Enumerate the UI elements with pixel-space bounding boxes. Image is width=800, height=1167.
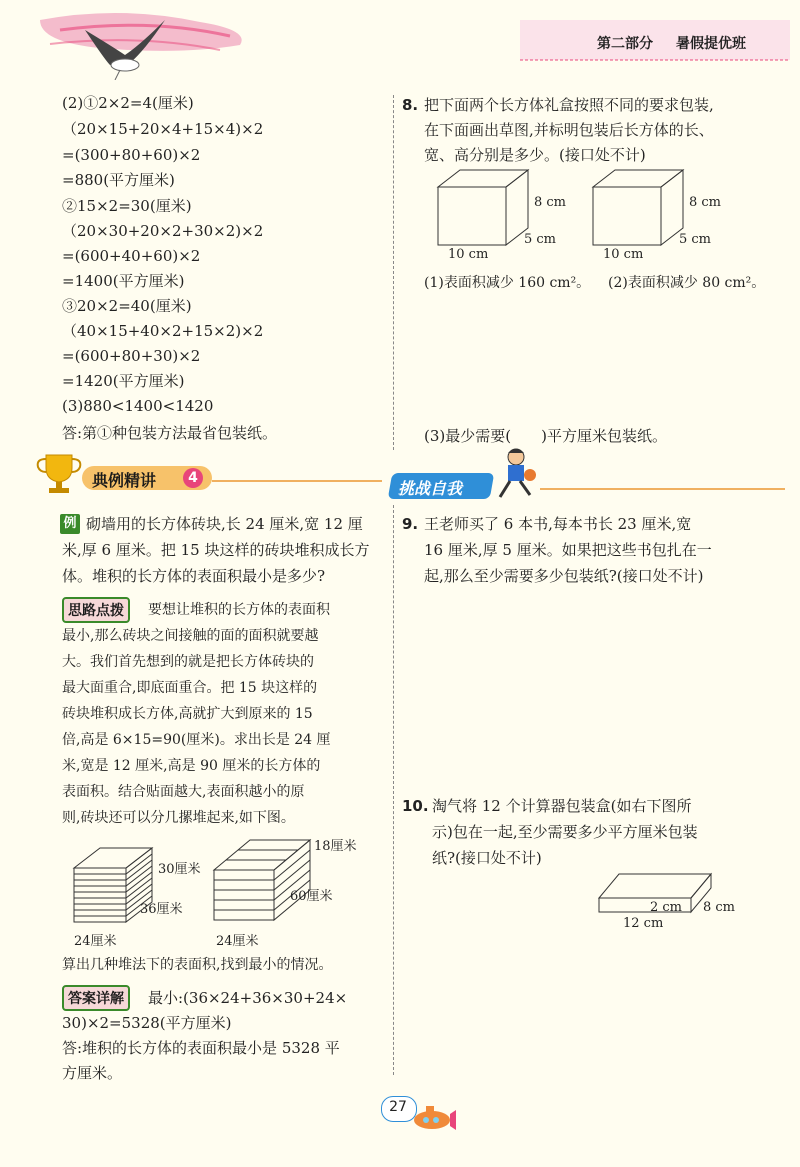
column-divider-lower [393, 505, 394, 1075]
solution-line: =1420(平方厘米) [62, 372, 185, 390]
q9-text: 16 厘米,厚 5 厘米。如果把这些书包扎在一 [424, 541, 712, 559]
hint-line: 米,宽是 12 厘米,高是 90 厘米的长方体的 [62, 758, 321, 774]
after-figure-text: 算出几种堆法下的表面积,找到最小的情况。 [62, 957, 333, 973]
example-question: 米,厚 6 厘米。把 15 块这样的砖块堆积成长方 [62, 541, 370, 559]
example-question: 砌墙用的长方体砖块,长 24 厘米,宽 12 厘 [86, 515, 363, 533]
solution-line: （20×15+20×4+15×4)×2 [62, 120, 264, 138]
q8-box1-width: 5 cm [524, 232, 557, 247]
q8-text: 把下面两个长方体礼盒按照不同的要求包装, [424, 96, 714, 114]
trophy-icon [34, 450, 84, 495]
solution-line: （40×15+40×2+15×2)×2 [62, 322, 264, 340]
q8-text: 宽、高分别是多少。(接口处不计) [424, 146, 646, 164]
column-divider [393, 95, 394, 450]
q10-text: 示)包在一起,至少需要多少平方厘米包装 [432, 823, 698, 841]
crane-icon [80, 15, 170, 80]
fig1-width: 36厘米 [140, 902, 183, 917]
fig2-length: 24厘米 [216, 934, 259, 949]
q10-text: 纸?(接口处不计) [432, 849, 542, 867]
solution-line: (2)①2×2=4(厘米) [62, 94, 194, 112]
banner-line [212, 480, 382, 482]
hint-line: 砖块堆积成长方体,高就扩大到原来的 15 [62, 706, 313, 722]
page-number: 27 [389, 1099, 407, 1115]
q8-part2: (2)表面积减少 80 cm²。 [608, 275, 766, 291]
hint-line: 大。我们首先想到的就是把长方体砖块的 [62, 654, 314, 670]
q10-length: 12 cm [623, 916, 664, 931]
q8-box2-height: 8 cm [689, 195, 722, 210]
fig1-height: 30厘米 [158, 862, 201, 877]
q10-text: 淘气将 12 个计算器包装盒(如右下图所 [432, 797, 692, 815]
q8-text: 在下面画出草图,并标明包装后长方体的长、 [424, 121, 714, 139]
submarine-icon [410, 1102, 458, 1132]
solution-line: =(300+80+60)×2 [62, 146, 201, 164]
hint-line: 最大面重合,即底面重合。把 15 块这样的 [62, 680, 318, 696]
q8-part1: (1)表面积减少 160 cm²。 [424, 275, 591, 291]
q8-box1-length: 10 cm [448, 247, 489, 262]
solution-line: (3)880<1400<1420 [62, 397, 214, 415]
hint-line: 要想让堆积的长方体的表面积 [148, 602, 330, 618]
runner-icon [490, 447, 540, 507]
solution-line: 答:第①种包装方法最省包装纸。 [62, 424, 278, 442]
example-title: 典例精讲 [92, 471, 157, 490]
q8-box2-width: 5 cm [679, 232, 712, 247]
hint-tag: 思路点拨 [62, 597, 130, 623]
q8-number: 8. [402, 96, 419, 114]
solution-line: ③20×2=40(厘米) [62, 297, 192, 315]
hint-line: 最小,那么砖块之间接触的面的面积就要越 [62, 628, 319, 644]
brick-stack-figure-1 [70, 838, 160, 933]
q9-text: 起,那么至少需要多少包装纸?(接口处不计) [424, 567, 704, 585]
answer-line: 答:堆积的长方体的表面积最小是 5328 平 [62, 1039, 340, 1057]
solution-line: =880(平方厘米) [62, 171, 175, 189]
brick-stack-figure-2 [210, 830, 320, 930]
answer-tag: 答案详解 [62, 985, 130, 1011]
header-section: 第二部分 [597, 36, 653, 52]
example-question: 体。堆积的长方体的表面积最小是多少? [62, 567, 326, 585]
example-tag: 例 [60, 514, 80, 534]
solution-line: =(600+80+30)×2 [62, 347, 201, 365]
q10-height: 2 cm [650, 900, 683, 915]
hint-line: 则,砖块还可以分几摞堆起来,如下图。 [62, 810, 295, 826]
solution-line: ②15×2=30(厘米) [62, 197, 192, 215]
fig2-height: 18厘米 [314, 839, 357, 854]
fig1-length: 24厘米 [74, 934, 117, 949]
solution-line: =1400(平方厘米) [62, 272, 185, 290]
q9-text: 王老师买了 6 本书,每本书长 23 厘米,宽 [424, 515, 692, 533]
q9-number: 9. [402, 515, 419, 533]
challenge-line [540, 488, 785, 490]
answer-line: 方厘米。 [62, 1064, 123, 1082]
example-number-badge: 4 [183, 468, 203, 488]
answer-line: 最小:(36×24+36×30+24× [148, 989, 348, 1007]
q8-part3: (3)最少需要( )平方厘米包装纸。 [424, 427, 667, 445]
hint-line: 倍,高是 6×15=90(厘米)。求出长是 24 厘 [62, 732, 331, 748]
q10-number: 10. [402, 797, 429, 815]
q10-width: 8 cm [703, 900, 736, 915]
fig2-width: 60厘米 [290, 889, 333, 904]
header-course: 暑假提优班 [676, 36, 746, 52]
solution-line: （20×30+20×2+30×2)×2 [62, 222, 264, 240]
hint-line: 表面积。结合贴面越大,表面积越小的原 [62, 784, 305, 800]
solution-line: =(600+40+60)×2 [62, 247, 201, 265]
challenge-title: 挑战自我 [398, 479, 463, 498]
answer-line: 30)×2=5328(平方厘米) [62, 1014, 232, 1032]
q8-box2-length: 10 cm [603, 247, 644, 262]
q8-box1-height: 8 cm [534, 195, 567, 210]
